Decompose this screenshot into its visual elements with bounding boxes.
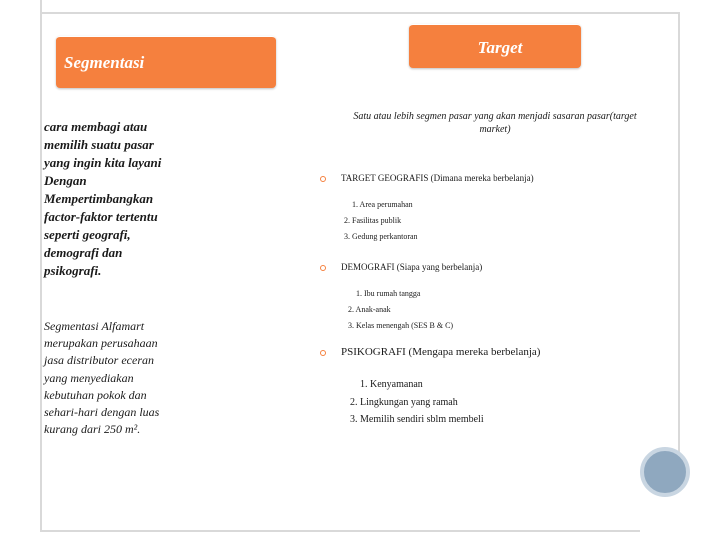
target-description-line: market) xyxy=(479,124,511,135)
list-item: 3. Memilih sendiri sblm membeli xyxy=(350,414,484,425)
definition-line: cara membagi atau xyxy=(44,119,148,134)
bullet-icon xyxy=(320,265,326,271)
alfamart-line: yang menyediakan xyxy=(44,370,134,385)
frame-line-left xyxy=(40,12,42,532)
geografis-list xyxy=(344,197,418,245)
alfamart-line: jasa distributor eceran xyxy=(44,353,154,368)
definition-line: memilih suatu pasar xyxy=(44,137,154,152)
psikografi-list xyxy=(350,376,484,429)
category-geografis: TARGET GEOGRAFIS (Dimana mereka berbelanja) xyxy=(341,173,534,183)
target-header xyxy=(409,24,581,68)
bullet-icon xyxy=(320,176,326,182)
definition-line: Dengan xyxy=(44,173,87,188)
frame-line-right xyxy=(678,12,680,452)
segmentasi-definition xyxy=(44,118,224,280)
list-item: 2. Fasilitas publik xyxy=(344,216,402,225)
category-demografi: DEMOGRAFI (Siapa yang berbelanja) xyxy=(341,262,483,272)
segmentasi-title: Segmentasi xyxy=(64,53,145,72)
alfamart-line: kebutuhan pokok dan xyxy=(44,387,147,402)
list-item: 1. Area perumahan xyxy=(352,200,413,209)
target-description-line: Satu atau lebih segmen pasar yang akan menjadi sasaran pasar(target xyxy=(353,111,637,122)
frame-line-bottom xyxy=(40,530,640,532)
list-item: 2. Anak-anak xyxy=(348,305,391,314)
demografi-list xyxy=(348,286,453,334)
target-description xyxy=(330,110,660,136)
list-item: 3. Gedung perkantoran xyxy=(344,232,418,241)
definition-line: Mempertimbangkan xyxy=(44,191,154,206)
category-psikografi: PSIKOGRAFI (Mengapa mereka berbelanja) xyxy=(341,346,541,358)
list-item: 1. Kenyamanan xyxy=(360,379,423,390)
list-item: 2. Lingkungan yang ramah xyxy=(350,396,458,408)
target-title: Target xyxy=(477,38,523,57)
alfamart-line: sehari-hari dengan luas xyxy=(44,405,160,420)
alfamart-description xyxy=(44,318,204,438)
alfamart-line: kurang dari 250 m². xyxy=(44,422,141,437)
decorative-circle xyxy=(640,447,690,497)
bullet-icon xyxy=(320,350,326,356)
definition-line: factor-faktor tertentu xyxy=(44,209,158,224)
definition-line: yang ingin kita layani xyxy=(44,155,162,170)
list-item: 1. Ibu rumah tangga xyxy=(356,289,421,298)
definition-line: psikografi. xyxy=(44,263,102,278)
list-item: 3. Kelas menengah (SES B & C) xyxy=(348,321,454,330)
definition-line: demografi dan xyxy=(44,245,123,260)
alfamart-line: Segmentasi Alfamart xyxy=(44,319,145,333)
segmentasi-header xyxy=(56,36,276,88)
definition-line: seperti geografi, xyxy=(44,227,131,242)
alfamart-line: merupakan perusahaan xyxy=(44,336,158,351)
frame-line-horizontal xyxy=(40,12,680,14)
